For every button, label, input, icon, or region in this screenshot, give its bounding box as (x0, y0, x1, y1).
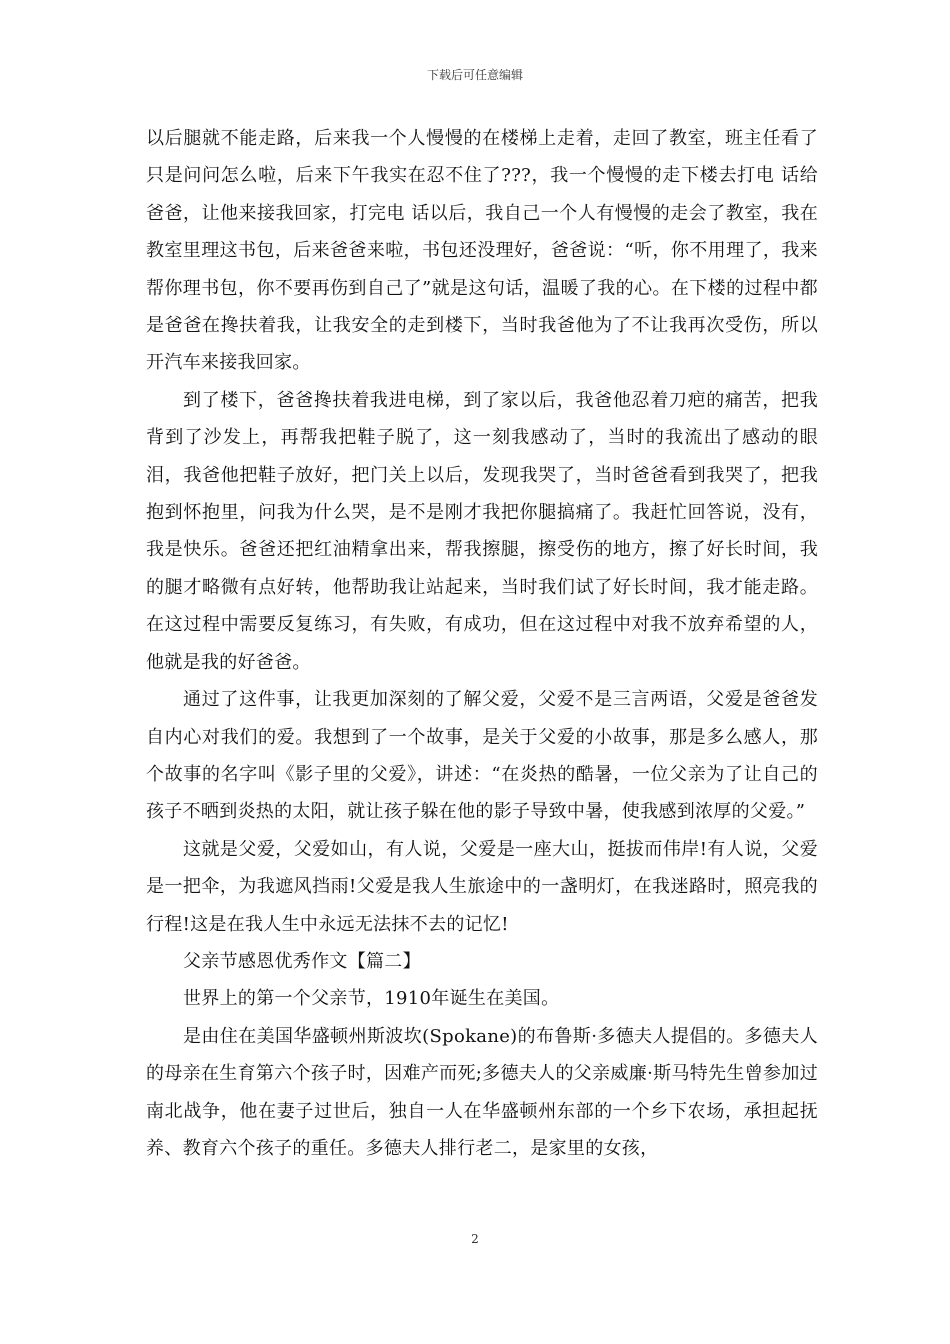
page-number: 2 (471, 1232, 479, 1246)
paragraph-6: 是由住在美国华盛顿州斯波坎(Spokane)的布鲁斯·多德夫人提倡的。多德夫人的母亲在生育第六个孩子时，因难产而死;多德夫人的父亲威廉·斯马特先生曾参加过南北战争，他在妻子过世后，独自一人在华盛顿州东部的一个乡下农场，承担起抚养、教育六个孩子的重任。多德夫人排行老二，是家里的女孩， (146, 1025, 818, 1159)
body-text (146, 120, 818, 1167)
paragraph-4: 这就是父爱，父爱如山，有人说，父爱是一座大山，挺拔而伟岸!有人说，父爱是一把伞，为我遮风挡雨!父爱是我人生旅途中的一盏明灯，在我迷路时，照亮我的行程!这是在我人生中永远无法抹不去的记忆! (146, 838, 818, 935)
paragraph-5: 世界上的第一个父亲节，1910年诞生在美国。 (183, 988, 560, 1010)
header-note: 下载后可任意编辑 (426, 68, 523, 82)
paragraph-3: 通过了这件事，让我更加深刻的了解父爱，父爱不是三言两语，父爱是爸爸发自内心对我们的爱。我想到了一个故事，是关于父爱的小故事，那是多么感人，那个故事的名字叫《影子里的父爱》，讲述：“在炎热的酷暑，一位父亲为了让自己的孩子不晒到炎热的太阳，就让孩子躲在他的影子导致中暑，使我感到浓厚的父爱。” (146, 689, 818, 823)
paragraph-2: 到了楼下，爸爸搀扶着我进电梯，到了家以后，我爸他忍着刀疤的痛苦，把我背到了沙发上，再帮我把鞋子脱了，这一刻我感动了，当时的我流出了感动的眼泪，我爸他把鞋子放好，把门关上以后，发现我哭了，当时爸爸看到我哭了，把我抱到怀抱里，问我为什么哭，是不是刚才我把你腿搞痛了。我赶忙回答说，没有，我是快乐。爸爸还把红油精拿出来，帮我擦腿，擦受伤的地方，擦了好长时间，我的腿才略微有点好转，他帮助我让站起来，当时我们试了好长时间，我才能走路。在这过程中需要反复练习，有失败，有成功，但在这过程中对我不放弃希望的人，他就是我的好爸爸。 (146, 389, 818, 673)
section-heading: 父亲节感恩优秀作文【篇二】 (183, 950, 421, 972)
paragraph-1: 以后腿就不能走路，后来我一个人慢慢的在楼梯上走着，走回了教室，班主任看了只是问问怎么啦，后来下午我实在忍不住了???，我一个慢慢的走下楼去打电 话给爸爸，让他来接我回家，打完电 话以后，我自己一个人有慢慢的走会了教室，我在教室里理这书包，后来爸爸来啦，书包还没理好，爸爸说：“听，你不用理了，我来帮你理书包，你不要再伤到自己了”就是这句话，温暖了我的心。在下楼的过程中都是爸爸在搀扶着我，让我安全的走到楼下，当时我爸他为了不让我再次受伤，所以开汽车来接我回家。 (146, 128, 818, 374)
